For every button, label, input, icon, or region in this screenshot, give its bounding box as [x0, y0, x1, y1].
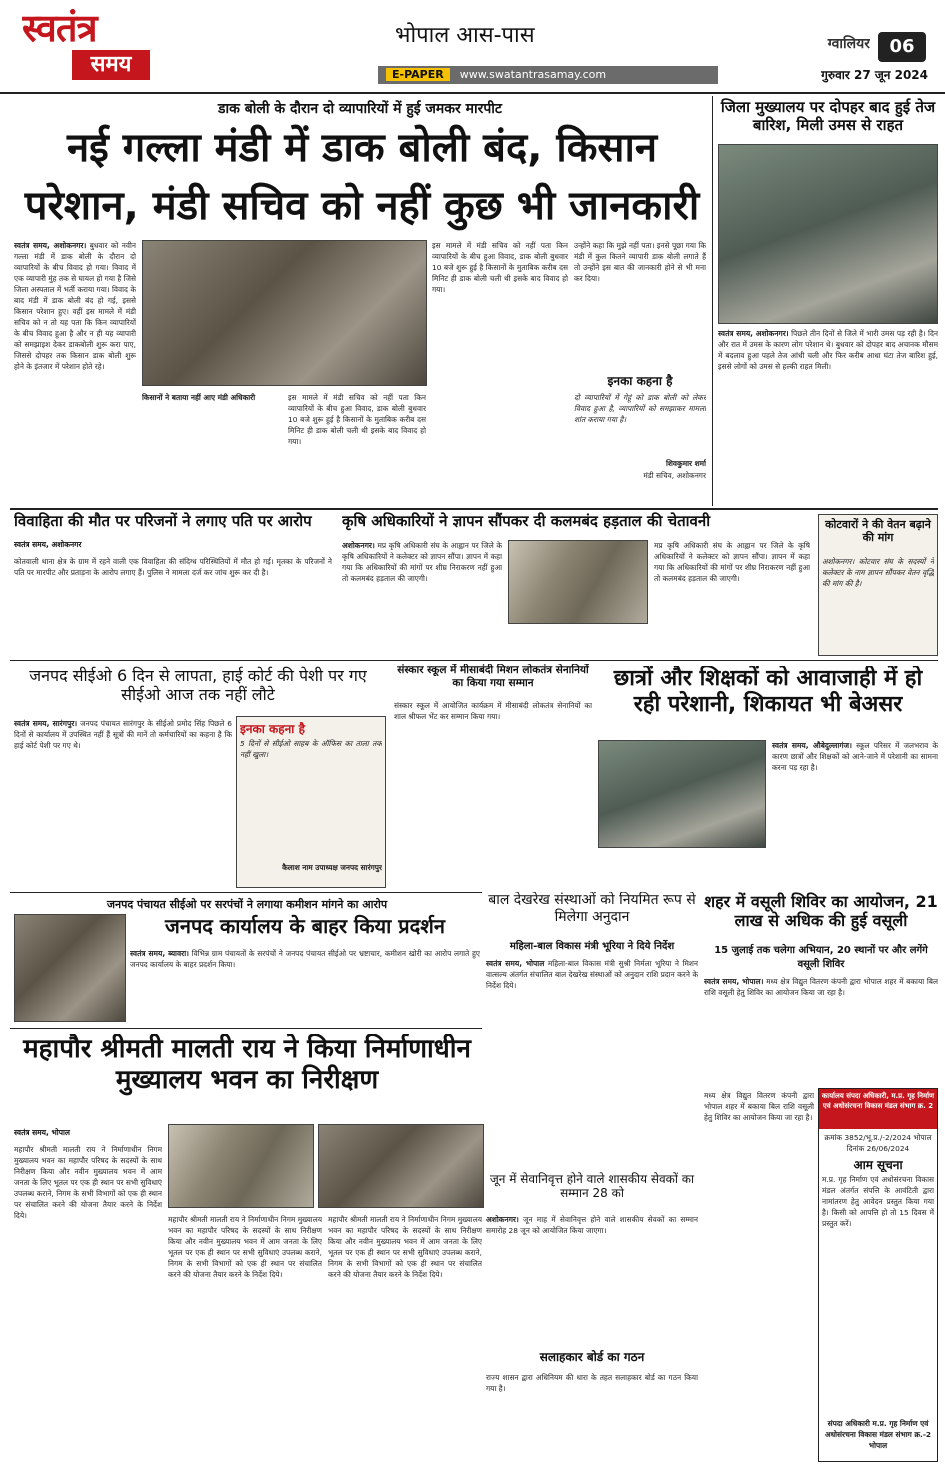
agri-text: मप्र कृषि अधिकारी संघ के आह्वान पर जिले के कृषि अधिकारियों ने कलेक्टर को ज्ञापन सौंपा। ज्ञापन में कहा गया कि अधिकारियों की मांगों पर शीघ्र निराकरण नहीं हुआ तो कलमबंद हड़ताल की जाएगी।	[342, 541, 502, 583]
students-body	[772, 740, 938, 888]
notice-body: म.प्र. गृह निर्माण एवं अधोसंरचना विकास मंडल अंतर्गत संपत्ति के आवंटिती द्वारा नामांतरण हेतु आवेदन प्रस्तुत किया गया है। किसी को आपत्ति हो तो 15 दिवस में प्रस्तुत करें।	[822, 1175, 934, 1228]
camp-headline: शहर में वसूली शिविर का आयोजन, 21 लाख से अधिक की हुई वसूली	[704, 892, 938, 931]
retire-headline: जून में सेवानिवृत्त होने वाले शासकीय सेवकों का सम्मान 28 को	[489, 1172, 695, 1201]
camp-byline: स्वतंत्र समय, भोपाल।	[704, 977, 764, 986]
kotwar-headline: कोटवारों ने की वेतन बढ़ाने की मांग	[825, 518, 931, 545]
lead-quote-name: शिवकुमार शर्मा	[665, 459, 706, 468]
board-headline: सलाहकार बोर्ड का गठन	[539, 1350, 645, 1364]
notice-title: आम सूचना	[853, 1158, 903, 1172]
website-link[interactable]: www.swatantrasamay.com	[459, 68, 607, 81]
weather-headline: जिला मुख्यालय पर दोपहर बाद हुई तेज बारिश, मिली उमस से राहत	[720, 98, 936, 134]
weather-photo	[718, 144, 938, 324]
mayor-body-2: महापौर श्रीमती मालती राय ने निर्माणाधीन निगम मुख्यालय भवन का महापौर परिषद के सदस्यों के साथ निरीक्षण किया और नवीन मुख्यालय भवन में आम जनता के लिए भूतल पर एक ही स्थान पर सभी सुविधाएं उपलब्ध कराने, निगम के सभी विभागों को एक ही स्थान पर संचालित करने की योजना तैयार करने के निर्देश दिये।	[168, 1215, 322, 1279]
section-rule	[10, 1028, 482, 1029]
notice-sign: संपदा अधिकारी म.प्र. गृह निर्माण एवं अधोसंरचना विकास मंडल संभाग क्र.-2 भोपाल	[824, 1419, 932, 1450]
notice-ref: क्रमांक 3852/भू.प्र./-2/2024 भोपाल दिनांक 26/06/2024	[824, 1133, 932, 1153]
weather-body	[718, 328, 938, 504]
column-divider	[712, 96, 713, 506]
weather-byline: स्वतंत्र समय, अशोकनगर।	[718, 329, 789, 338]
students-byline: स्वतंत्र समय, औबेदुल्लागंज।	[772, 741, 852, 750]
lead-body-1: बुधवार को नवीन गल्ला मंडी में डाक बोली के दौरान दो व्यापारियों के बीच विवाद हो गया। विवाद में एक व्यापारी मुंह तक से घायल हो गया है जिसे जिला अस्पताल में भर्ती कराया गया। विवाद के बाद मंडी में डाक बोली बंद हो गई, इससे किसान परेशान हुए। वहीं इस मामले में मंडी सचिव को न तो यह पता कि किन व्यापारियों के बीच विवाद हुआ है और न ही यह व्यापारी को समझाइश देकर डाकबोली शुरू करा पाए, जिससे दोपहर तक किसान डाक बोली शुरू होने के इंतजार में परेशान होते रहे।	[14, 241, 136, 371]
lead-caption: किसानों ने बताया नहीं आए मंडी अधिकारी	[142, 393, 256, 402]
students-photo	[598, 740, 766, 848]
newspaper-logo-bottom: समय	[72, 50, 150, 80]
lead-quote-role: मंडी सचिव, अशोकनगर	[643, 471, 706, 480]
weather-text: पिछले तीन दिनों से जिले में भारी उमस पड़ रही है। दिन और रात में उमस के कारण लोग परेशान थे। बुधवार को दोपहर बाद अचानक मौसम में बदलाव हुआ पहले तेज आंधी चली और फिर करीब आधा घंटा तेज बारिश हुई, इससे लोगों को उमस से हल्की राहत मिली।	[718, 329, 938, 371]
issue-date: गुरुवार 27 जून 2024	[821, 68, 928, 82]
lead-column-3: इस मामले में मंडी सचिव को नहीं पता किन व्यापारियों के बीच हुआ विवाद, डाक बोली बुधवार 10 बजे शुरू हुई है किसानों के मुताबिक करीब दस मिनिट ही डाक बोली चली थी इसके बाद विवाद हो गया।	[288, 393, 426, 446]
wife-byline: स्वतंत्र समय, अशोकनगर	[14, 540, 82, 549]
protest-body	[130, 948, 480, 1024]
mayor-headline: महापौर श्रीमती मालती राय ने किया निर्माणाधीन मुख्यालय भवन का निरीक्षण	[23, 1034, 471, 1096]
students-headline: छात्रों और शिक्षकों को आवाजाही में हो रही परेशानी, शिकायत भी बेअसर	[613, 666, 923, 718]
school-body: संस्कार स्कूल में आयोजित कार्यक्रम में मीसाबंदी लोकतंत्र सेनानियों का शाल श्रीफल भेंट कर सम्मान किया गया।	[394, 701, 592, 721]
agri-photo	[508, 540, 648, 624]
lead-byline: स्वतंत्र समय, अशोकनगर।	[14, 241, 87, 250]
lead-headline-line2: परेशान, मंडी सचिव को नहीं कुछ भी जानकारी	[24, 183, 700, 229]
protest-byline: स्वतंत्र समय, ब्यावरा।	[130, 949, 190, 958]
section-rule	[10, 660, 938, 661]
mayor-body: महापौर श्रीमती मालती राय ने निर्माणाधीन निगम मुख्यालय भवन का महापौर परिषद के सदस्यों के साथ निरीक्षण किया और नवीन मुख्यालय भवन में आम जनता के लिए भूतल पर एक ही स्थान पर सभी सुविधाएं उपलब्ध कराने, निगम के सभी विभागों को एक ही स्थान पर संचालित करने की योजना तैयार करने के निर्देश दिये।	[14, 1145, 162, 1220]
ceo-text: जनपद पंचायत सारंगपुर के सीईओ प्रमोद सिंह पिछले 6 दिनों से कार्यालय में उपस्थित नहीं हैं सूत्रों की मानें तो कर्मचारियों का कहना है कि हाई कोर्ट पेशी पर गए थे।	[14, 719, 232, 750]
lead-headline-line1: नई गल्ला मंडी में डाक बोली बंद, किसान	[66, 125, 658, 171]
agri-byline: अशोकनगर।	[342, 541, 375, 550]
lead-column-2	[142, 392, 282, 502]
camp-text: मध्य क्षेत्र विद्युत वितरण कंपनी द्वारा भोपाल शहर में बकाया बिल राशि वसूली हेतु शिविर का आयोजन किया जा रहा है।	[704, 977, 938, 997]
section-rule	[10, 892, 482, 893]
ceo-quote-body: 5 दिनों से सीईओ साहब के ऑफिस का ताला तक नहीं खुला।	[240, 739, 382, 759]
agri-headline: कृषि अधिकारियों ने ज्ञापन सौंपकर दी कलमबंद हड़ताल की चेतावनी	[342, 512, 711, 530]
board-body: राज्य शासन द्वारा अधिनियम की धारा के तहत सलाहकार बोर्ड का गठन किया गया है।	[486, 1373, 698, 1393]
wife-body: कोतवाली थाना क्षेत्र के ग्राम में रहने वाली एक विवाहिता की संदिग्ध परिस्थितियों में मौत हो गई। मृतका के परिजनों ने पति पर मारपीट और प्रताड़ना के आरोप लगाए हैं। पुलिस ने मामला दर्ज कर जांच शुरू कर दी है।	[14, 557, 332, 577]
school-headline: संस्कार स्कूल में मीसाबंदी मिशन लोकतंत्र सेनानियों का किया गया सम्मान	[397, 664, 589, 689]
mayor-body-3: महापौर श्रीमती मालती राय ने निर्माणाधीन निगम मुख्यालय भवन का महापौर परिषद के सदस्यों के साथ निरीक्षण किया और नवीन मुख्यालय भवन में आम जनता के लिए भूतल पर एक ही स्थान पर सभी सुविधाएं उपलब्ध कराने, निगम के सभी विभागों को एक ही स्थान पर संचालित करने की योजना तैयार करने के निर्देश दिये।	[328, 1215, 482, 1279]
mayor-byline: स्वतंत्र समय, भोपाल	[14, 1128, 70, 1137]
epaper-bar	[378, 66, 718, 84]
ceo-body	[14, 718, 232, 888]
notice-header: कार्यालय संपदा अधिकारी, म.प्र. गृह निर्माण एवं अधोसंरचना विकास मंडल संभाग क्र. 2	[819, 1089, 937, 1129]
edition-label: ग्वालियर	[827, 36, 870, 52]
protest-text: विभिन्न ग्राम पंचायतों के सरपंचों ने जनपद पंचायत सीईओ पर भ्रष्टाचार, कमीशन खोरी का आरोप लगाते हुए जनपद कार्यालय के बाहर प्रदर्शन किया।	[130, 949, 480, 969]
retire-text: जून माह में सेवानिवृत्त होने वाले शासकीय सेवकों का सम्मान समारोह 28 जून को आयोजित किया जाएगा।	[486, 1215, 698, 1235]
protest-kicker: जनपद पंचायत सीईओ पर सरपंचों ने लगाया कमीशन मांगने का आरोप	[106, 898, 388, 911]
grant-headline: बाल देखरेख संस्थाओं को नियमित रूप से मिलेगा अनुदान	[488, 892, 696, 925]
section-rule	[10, 508, 938, 510]
grant-body	[486, 958, 698, 1168]
mayor-photo-2	[318, 1124, 484, 1208]
agri-body	[342, 540, 502, 656]
agri-body-2: मप्र कृषि अधिकारी संघ के आह्वान पर जिले के कृषि अधिकारियों ने कलेक्टर को ज्ञापन सौंपा। ज्ञापन में कहा गया कि अधिकारियों की मांगों पर शीघ्र निराकरण नहीं हुआ तो कलमबंद हड़ताल की जाएगी।	[654, 541, 810, 583]
ceo-byline: स्वतंत्र समय, सारंगपुर।	[14, 719, 78, 728]
lead-column-1	[14, 240, 136, 502]
newspaper-logo-top: स्वतंत्र	[22, 6, 97, 50]
retire-body	[486, 1214, 698, 1344]
camp-sub: 15 जुलाई तक चलेगा अभियान, 20 स्थानों पर और लगेंगे वसूली शिविर	[714, 945, 928, 970]
epaper-label: E-PAPER	[386, 68, 450, 81]
mayor-photo-1	[168, 1124, 314, 1208]
lead-quote-title: इनका कहना है	[607, 374, 673, 388]
protest-photo	[14, 914, 126, 1022]
ceo-quote-sign: कैलाश नाम उपाध्यक्ष जनपद सारंगपुर	[282, 863, 382, 872]
grant-text: महिला-बाल विकास मंत्री सुश्री निर्मला भूरिया ने मिशन वात्सल्य अंतर्गत संचालित बाल देखरेख संस्थाओं को अनुदान राशि प्रदान करने के निर्देश दिये।	[486, 959, 698, 990]
camp-body-2: मध्य क्षेत्र विद्युत वितरण कंपनी द्वारा भोपाल शहर में बकाया बिल राशि वसूली हेतु शिविर का आयोजन किया जा रहा है।	[704, 1091, 814, 1122]
grant-byline: स्वतंत्र समय, भोपाल	[486, 959, 545, 968]
lead-quote-body: दो व्यापारियों में गेहूं को डाक बोली को लेकर विवाद हुआ है, व्यापारियों को समझाकर मामला शांत कराया गया है।	[574, 393, 706, 424]
kotwar-body: अशोकनगर। कोटवार संघ के सदस्यों ने कलेक्टर के नाम ज्ञापन सौंपकर वेतन वृद्धि की मांग की है।	[822, 557, 934, 588]
ceo-headline: जनपद सीईओ 6 दिन से लापता, हाई कोर्ट की पेशी पर गए सीईओ आज तक नहीं लौटे	[29, 666, 367, 705]
lead-kicker: डाक बोली के दौरान दो व्यापारियों में हुई जमकर मारपीट	[218, 101, 502, 117]
ceo-quote-title: इनका कहना है	[240, 722, 305, 736]
students-text: स्कूल परिसर में जलभराव के कारण छात्रों और शिक्षकों को आने-जाने में परेशानी का सामना करना पड़ रहा है।	[772, 741, 938, 772]
retire-byline: अशोकनगर।	[486, 1215, 519, 1224]
lead-column-4: इस मामले में मंडी सचिव को नहीं पता किन व्यापारियों के बीच हुआ विवाद, डाक बोली बुधवार 10 बजे शुरू हुई है किसानों के मुताबिक करीब दस मिनिट ही डाक बोली चली थी इसके बाद विवाद हो गया।	[432, 241, 568, 294]
grant-sub: महिला-बाल विकास मंत्री भूरिया ने दिये निर्देश	[509, 941, 675, 952]
wife-headline: विवाहिता की मौत पर परिजनों ने लगाए पति पर आरोप	[14, 512, 312, 530]
camp-body	[704, 976, 938, 1086]
section-title: भोपाल आस-पास	[395, 23, 535, 48]
page-number: 06	[878, 32, 926, 62]
lead-column-5: उन्होंने कहा कि मुझे नहीं पता। इनसे पूछा गया कि मंडी में कुल कितने व्यापारी डाक बोली लगाते हैं तो उन्होंने इस बात की जानकारी होने से भी मना कर दिया।	[574, 241, 706, 283]
lead-photo	[142, 240, 427, 386]
protest-headline: जनपद कार्यालय के बाहर किया प्रदर्शन	[165, 914, 445, 938]
